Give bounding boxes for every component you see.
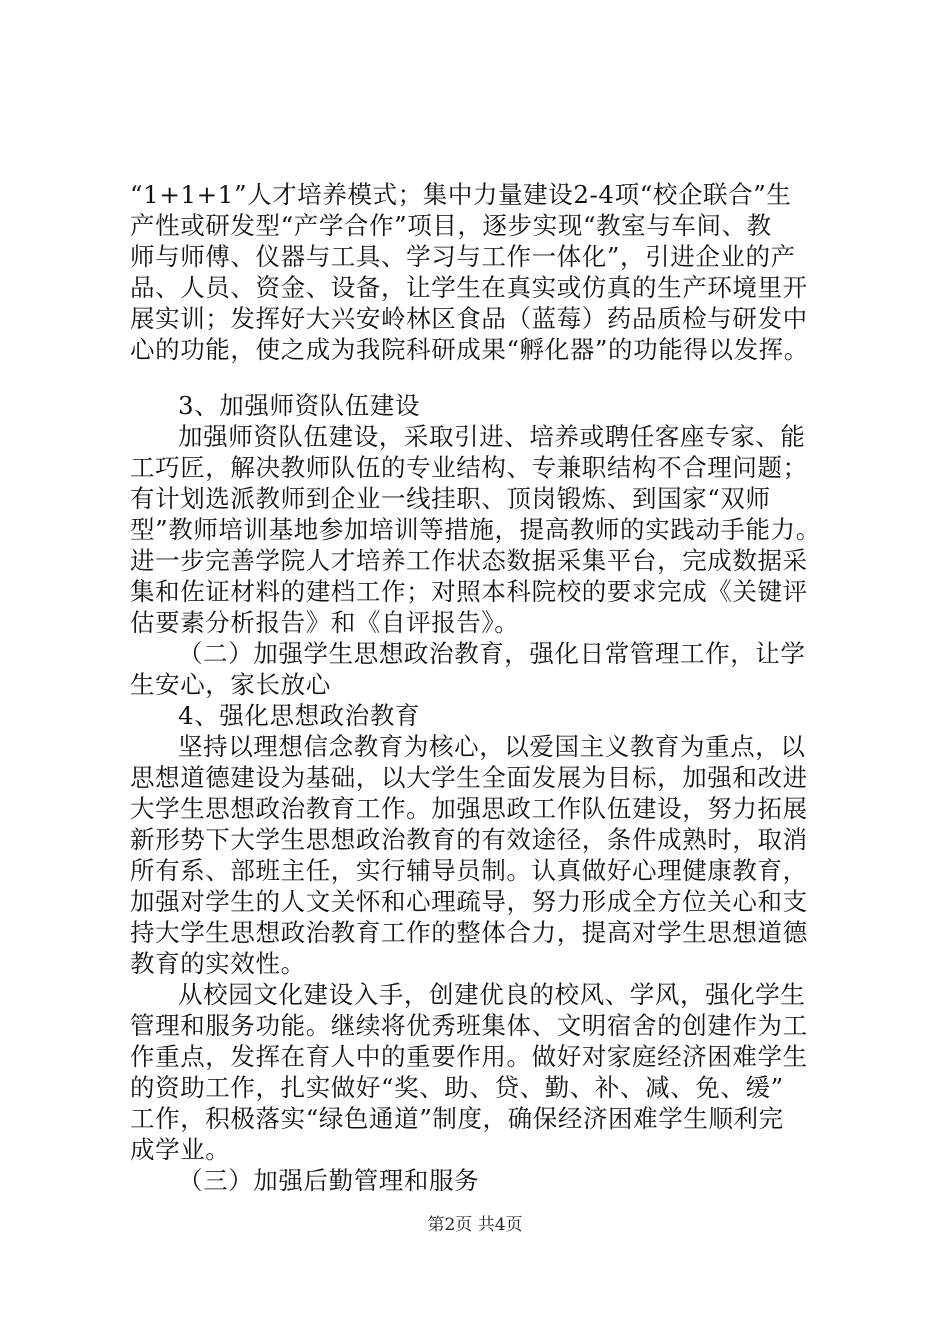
text-line: 展实训；发挥好大兴安岭林区食品（蓝莓）药品质检与研发中: [130, 304, 808, 333]
text-line: “1+1+1”人才培养模式；集中力量建设2-4项“校企联合”生: [130, 180, 792, 209]
section-heading: 3、加强师资队伍建设: [178, 391, 421, 420]
text-line: 师与师傅、仪器与工具、学习与工作一体化”，引进企业的产: [130, 242, 796, 271]
text-line: 品、人员、资金、设备，让学生在真实或仿真的生产环境里开: [130, 273, 808, 302]
text-line: 新形势下大学生思想政治教育的有效途径，条件成熟时，取消: [130, 825, 808, 854]
text-line: 教育的实效性。: [130, 949, 306, 978]
text-line: 产性或研发型“产学合作”项目，逐步实现“教室与车间、教: [130, 211, 772, 240]
text-line: 的资助工作，扎实做好“奖、助、贷、勤、补、减、免、缓”: [130, 1073, 784, 1102]
section-heading: 生安心，家长放心: [130, 670, 331, 699]
text-line: 思想道德建设为基础，以大学生全面发展为目标，加强和改进: [130, 763, 808, 792]
text-line: 坚持以理想信念教育为核心，以爱国主义教育为重点，以: [178, 732, 806, 761]
text-line: 所有系、部班主任，实行辅导员制。认真做好心理健康教育，: [130, 856, 808, 885]
text-line: 工作，积极落实“绿色通道”制度，确保经济困难学生顺利完: [130, 1104, 784, 1133]
text-line: 加强师资队伍建设，采取引进、培养或聘任客座专家、能: [178, 422, 806, 451]
text-line: 集和佐证材料的建档工作；对照本科院校的要求完成《关键评: [130, 577, 808, 606]
text-line: 心的功能，使之成为我院科研成果“孵化器”的功能得以发挥。: [130, 335, 809, 364]
text-line: 大学生思想政治教育工作。加强思政工作队伍建设，努力拓展: [130, 794, 808, 823]
page-number-footer: 第2页 共4页: [427, 1215, 523, 1235]
text-line: 作重点，发挥在育人中的重要作用。做好对家庭经济困难学生: [130, 1042, 808, 1071]
text-line: 估要素分析报告》和《自评报告》。: [130, 608, 520, 637]
section-heading: （三）加强后勤管理和服务: [178, 1166, 480, 1195]
text-line: 型”教师培训基地参加培训等措施，提高教师的实践动手能力。: [130, 515, 821, 544]
text-line: 管理和服务功能。继续将优秀班集体、文明宿舍的创建作为工: [130, 1011, 808, 1040]
text-line: 从校园文化建设入手，创建优良的校风、学风，强化学生: [178, 980, 806, 1009]
text-line: 成学业。: [130, 1135, 231, 1164]
section-heading: （二）加强学生思想政治教育，强化日常管理工作，让学: [178, 639, 806, 668]
text-line: 持大学生思想政治教育工作的整体合力，提高对学生思想道德: [130, 918, 808, 947]
text-line: 有计划选派教师到企业一线挂职、顶岗锻炼、到国家“双师: [130, 484, 771, 513]
section-heading: 4、强化思想政治教育: [178, 701, 421, 730]
text-line: 加强对学生的人文关怀和心理疏导，努力形成全方位关心和支: [130, 887, 808, 916]
text-line: 工巧匠，解决教师队伍的专业结构、专兼职结构不合理问题；: [130, 453, 808, 482]
text-line: 进一步完善学院人才培养工作状态数据采集平台，完成数据采: [130, 546, 808, 575]
